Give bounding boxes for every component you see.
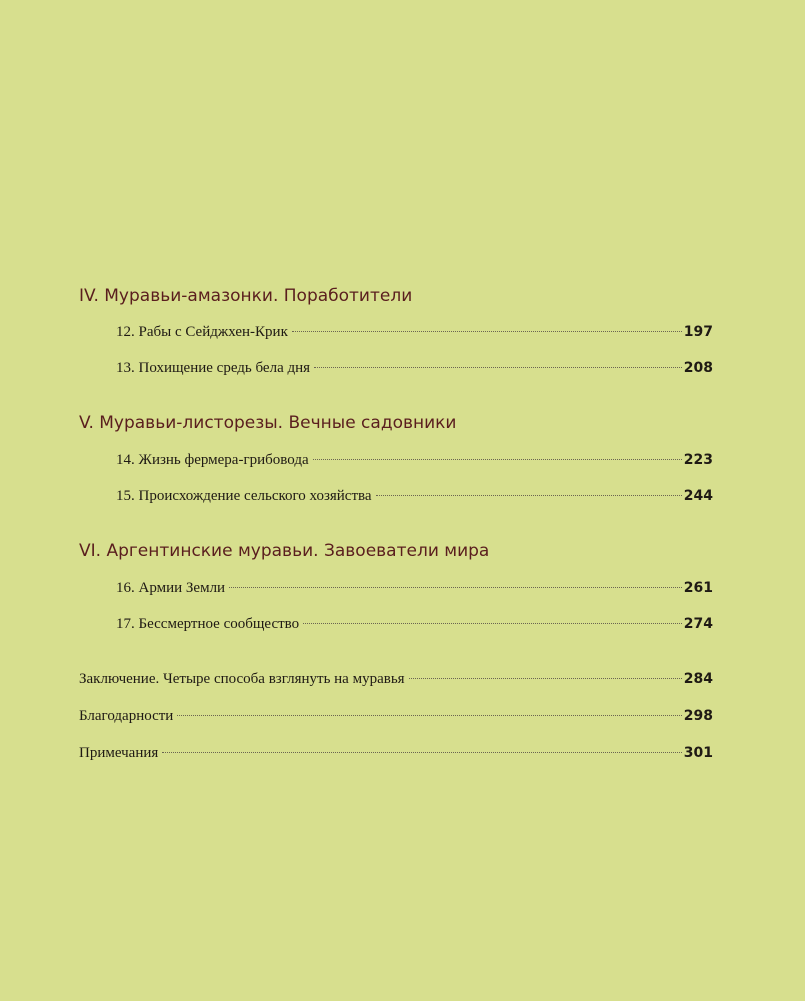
- toc-entry-page-number: 244: [683, 488, 713, 504]
- toc-entry-chapter-16[interactable]: [116, 578, 713, 598]
- toc-entry-notes[interactable]: [79, 743, 713, 763]
- toc-entry-title: 16. Армии Земли: [116, 580, 226, 596]
- toc-entry-chapter-15[interactable]: [116, 486, 713, 506]
- toc-entry-title: Примечания: [79, 745, 159, 761]
- dot-leader: [162, 752, 681, 753]
- toc-entry-page-number: 301: [683, 745, 713, 761]
- dot-leader: [177, 715, 681, 716]
- toc-entry-title: Благодарности: [79, 708, 174, 724]
- toc-entry-chapter-17[interactable]: [116, 614, 713, 634]
- toc-entry-acknowledgements[interactable]: [79, 706, 713, 726]
- toc-entry-title: 15. Происхождение сельского хозяйства: [116, 488, 372, 504]
- toc-entry-chapter-13[interactable]: [116, 358, 713, 378]
- part-heading-v: V. Муравьи-листорезы. Вечные садовники: [79, 413, 457, 433]
- toc-entry-conclusion[interactable]: [79, 669, 713, 689]
- toc-entry-chapter-14[interactable]: [116, 450, 713, 470]
- toc-entry-page-number: 208: [683, 360, 713, 376]
- dot-leader: [313, 459, 682, 460]
- dot-leader: [314, 367, 682, 368]
- toc-entry-chapter-12[interactable]: [116, 322, 713, 342]
- toc-entry-page-number: 298: [683, 708, 713, 724]
- toc-entry-page-number: 261: [683, 580, 713, 596]
- toc-entry-title: 14. Жизнь фермера-грибовода: [116, 452, 309, 468]
- toc-entry-page-number: 274: [683, 616, 713, 632]
- part-heading-vi: VI. Аргентинские муравьи. Завоеватели мира: [79, 541, 490, 561]
- toc-entry-title: 12. Рабы с Сейджхен-Крик: [116, 324, 288, 340]
- toc-entry-page-number: 197: [683, 324, 713, 340]
- dot-leader: [376, 495, 682, 496]
- dot-leader: [292, 331, 682, 332]
- toc-entry-page-number: 223: [683, 452, 713, 468]
- toc-entry-title: 13. Похищение средь бела дня: [116, 360, 311, 376]
- toc-entry-title: Заключение. Четыре способа взглянуть на муравья: [79, 671, 405, 687]
- dot-leader: [229, 587, 682, 588]
- toc-entry-page-number: 284: [683, 671, 713, 687]
- dot-leader: [409, 678, 682, 679]
- dot-leader: [303, 623, 682, 624]
- part-heading-iv: IV. Муравьи-амазонки. Поработители: [79, 286, 413, 306]
- toc-entry-title: 17. Бессмертное сообщество: [116, 616, 300, 632]
